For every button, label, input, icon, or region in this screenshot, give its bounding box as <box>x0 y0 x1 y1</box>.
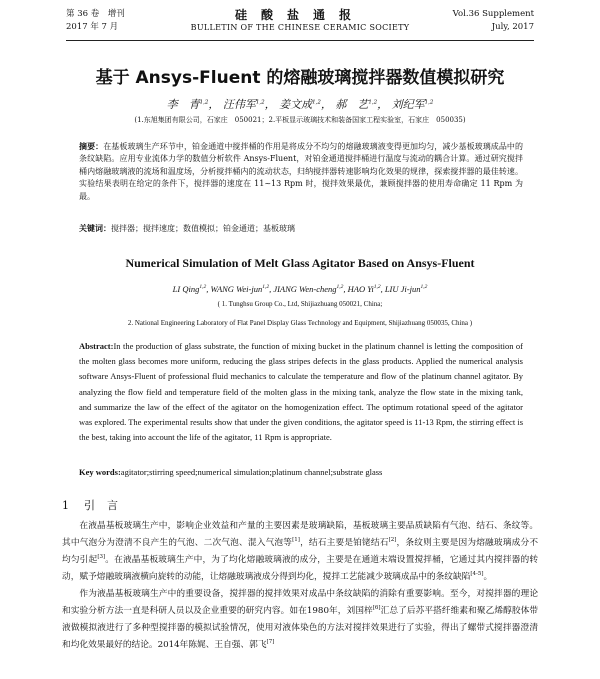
keywords-label-cn: 关键词： <box>79 223 111 233</box>
abstract-text-cn: 在基板玻璃生产环节中，铂金通道中搅拌桶的作用是将成分不均匀的熔融玻璃液变得更加均匀，减少基板玻璃成品中的条纹缺陷。应用专业流体力学的数值分析软件 Ansys-Fluent，对铂金通道搅拌桶进行温度与流动的耦合计算。通过研究搅拌桶内熔融玻璃液的流场和温度场，分析搅拌桶内的流动状态，归纳搅拌器转速影响均化效果的规律，探索搅拌器的最佳转速。实验结果表明在给定的条件下，搅拌器的速度在 11~13 Rpm 时，搅拌效果最优，兼顾搅拌器的使用寿命确定 11 Rpm 为最。 <box>79 142 524 201</box>
body-paragraph <box>62 518 538 586</box>
header-right <box>453 8 534 34</box>
text-run: 汇总了后苏平搭纤维素和聚乙烯醇胶体带液做模拟液进行了多种型搅拌器的模拟试验情况，使用对液体染色的方法对搅拌效果进行了实验，得出了螺带式搅拌器澄清和均化效果最好的结论。2014年陈娓、王自强、郭飞 <box>62 606 539 650</box>
citation: [2] <box>388 537 397 544</box>
header-rule <box>66 40 534 41</box>
section-heading <box>62 497 130 513</box>
citation: [1] <box>292 537 300 544</box>
author-en: WANG Wei-jun <box>210 284 263 294</box>
keywords-label-en: Key words: <box>79 467 121 477</box>
author-sup: 1,2 <box>199 284 207 291</box>
author-sup: 1,2 <box>336 284 344 291</box>
keywords-cn <box>79 222 523 235</box>
author-cn: 李 青 <box>166 98 200 111</box>
keywords-en <box>79 466 523 478</box>
header-volume: 第 36 卷 增刊 <box>66 9 125 19</box>
author-en: HAO Yi <box>347 284 374 294</box>
text-run: 在液晶基板玻璃生产中，影响企业效益和产量的主要因素是玻璃缺陷，基板玻璃主要品质缺陷有气泡、结石、条纹等。其中气泡分为澄清不良产生的气泡、二次气泡、混入气泡等 <box>62 521 538 548</box>
header-date-en: July, 2017 <box>491 22 534 32</box>
author-sup: 1,2 <box>312 99 321 106</box>
paper-title-cn: 基于 Ansys-Fluent 的熔融玻璃搅拌器数值模拟研究 <box>95 68 505 88</box>
body-text <box>62 518 538 654</box>
affiliation2-en: 2. National Engineering Laboratory of Flat Panel Display Glass Technology and Equipment, Shijiazhuang 050035, China ) <box>127 319 473 327</box>
section-title: 引言 <box>84 499 130 512</box>
author-cn: 郝 艺 <box>335 98 369 111</box>
journal-name-cn: 硅酸盐通报 <box>234 8 365 22</box>
author-cn: 姜文成 <box>279 98 313 111</box>
author-sup: 1,2 <box>424 99 434 106</box>
keywords-text-en: agitator;stirring speed;numerical simulation;platinum channel;substrate glass <box>120 467 383 477</box>
text-run: ，条纹则主要是因为熔融玻璃成分不均匀引起 <box>62 538 539 565</box>
author-cn: 刘纪军 <box>391 98 425 111</box>
header-volume-en: Vol.36 Supplement <box>452 9 534 19</box>
author-sup: 1,2 <box>255 99 265 106</box>
abstract-cn <box>79 140 523 203</box>
abstract-label-cn: 摘要： <box>79 141 104 151</box>
author-en: JIANG Wen-cheng <box>273 284 337 294</box>
author-cn: 汪伟军 <box>222 98 256 111</box>
author-list-cn: 李 青$^{1,2}$， 汪伟军$^{1,2}$， 姜文成$^{1,2}$， 郝 艺$^{1,2}$， 刘纪军$^{1,2}$ <box>166 98 434 111</box>
text-run: 作为液晶基板玻璃生产中的重要设备，搅拌器的搅拌效果对成品中条纹缺陷的消除有重要影响。至今，对搅拌器的理论和实验分析方法一直是科研人员以及企业重要的研究内容。如在1980年，刘国梓 <box>62 589 538 616</box>
abstract-text-en: In the production of glass substrate, the function of mixing bucket in the platinum channel is letting the composition of the molten glass becomes more uniform, reducing the glass stripes defects in the glass products. Applied the numerical analysis software Ansys-Fluent of professional fluid mechanics to calculate the temperature and flow of the platinum channel agitator. By analyzing the flow field and temperature field of the molten glass in the mixing tank, analyze the flow state in the mixing tank, and summarize the law of the effect of the agitator on the homogenization effect. The optimum rotational speed of the agitator was explored. The experimental results show that under the given conditions, the agitator speed is 11-13 Rpm, the stirring effect is the best, taking into account the life of the agitator, 11 Rpm is appropriate. <box>79 341 523 443</box>
author-en: LI Qing <box>172 284 200 294</box>
text-run: 。 <box>483 572 493 582</box>
abstract-en <box>79 339 523 445</box>
author-sup: 1,2 <box>420 284 428 291</box>
body-paragraph <box>62 586 538 654</box>
keywords-text-cn: 搅拌器；搅拌速度；数值模拟；铂金通道；基板玻璃 <box>111 224 295 233</box>
affiliation1-en: ( 1. Tunghsu Group Co., Ltd, Shijiazhuang 050021, China; <box>217 300 383 308</box>
author-en: LIU Ji-jun <box>384 284 421 294</box>
journal-name-en: BULLETIN OF THE CHINESE CERAMIC SOCIETY <box>190 23 410 32</box>
author-list-en: LI Qing$^{1,2}$, WANG Wei-jun$^{1,2}$, JIANG Wen-cheng$^{1,2}$, HAO Yi$^{1,2}$, LIU Ji-jun$^{1,2}$ <box>172 284 428 294</box>
running-header <box>66 8 534 38</box>
section-number: 1 <box>62 499 69 512</box>
citation: [6] <box>372 605 381 612</box>
author-sup: 1,2 <box>262 284 270 291</box>
citation: [3] <box>97 554 106 561</box>
text-run: 。在液晶基板玻璃生产中，为了均化熔融玻璃液的成分，主要是在通道末端设置搅拌桶，它通过其内搅拌器的转动，赋予熔融玻璃液横向旋转的动能，让熔融玻璃液成分得到均化，搅拌工艺能减少玻璃成品中的条纹缺陷 <box>62 555 539 582</box>
text-run: ，结石主要是铂铑结石 <box>299 538 389 548</box>
author-sup: 1,2 <box>368 99 378 106</box>
citation: [7] <box>266 639 275 646</box>
citation: [4-5] <box>470 571 484 578</box>
author-sup: 1,2 <box>373 284 381 291</box>
paper-title-en: Numerical Simulation of Melt Glass Agitator Based on Ansys-Fluent <box>125 256 475 270</box>
author-sup: 1,2 <box>199 99 209 106</box>
abstract-label-en: Abstract: <box>79 341 114 351</box>
affiliation-cn: (1.东旭集团有限公司，石家庄 050021；2.平板显示玻璃技术和装备国家工程实验室，石家庄 050035) <box>134 116 466 124</box>
header-date: 2017 年 7 月 <box>66 22 119 32</box>
